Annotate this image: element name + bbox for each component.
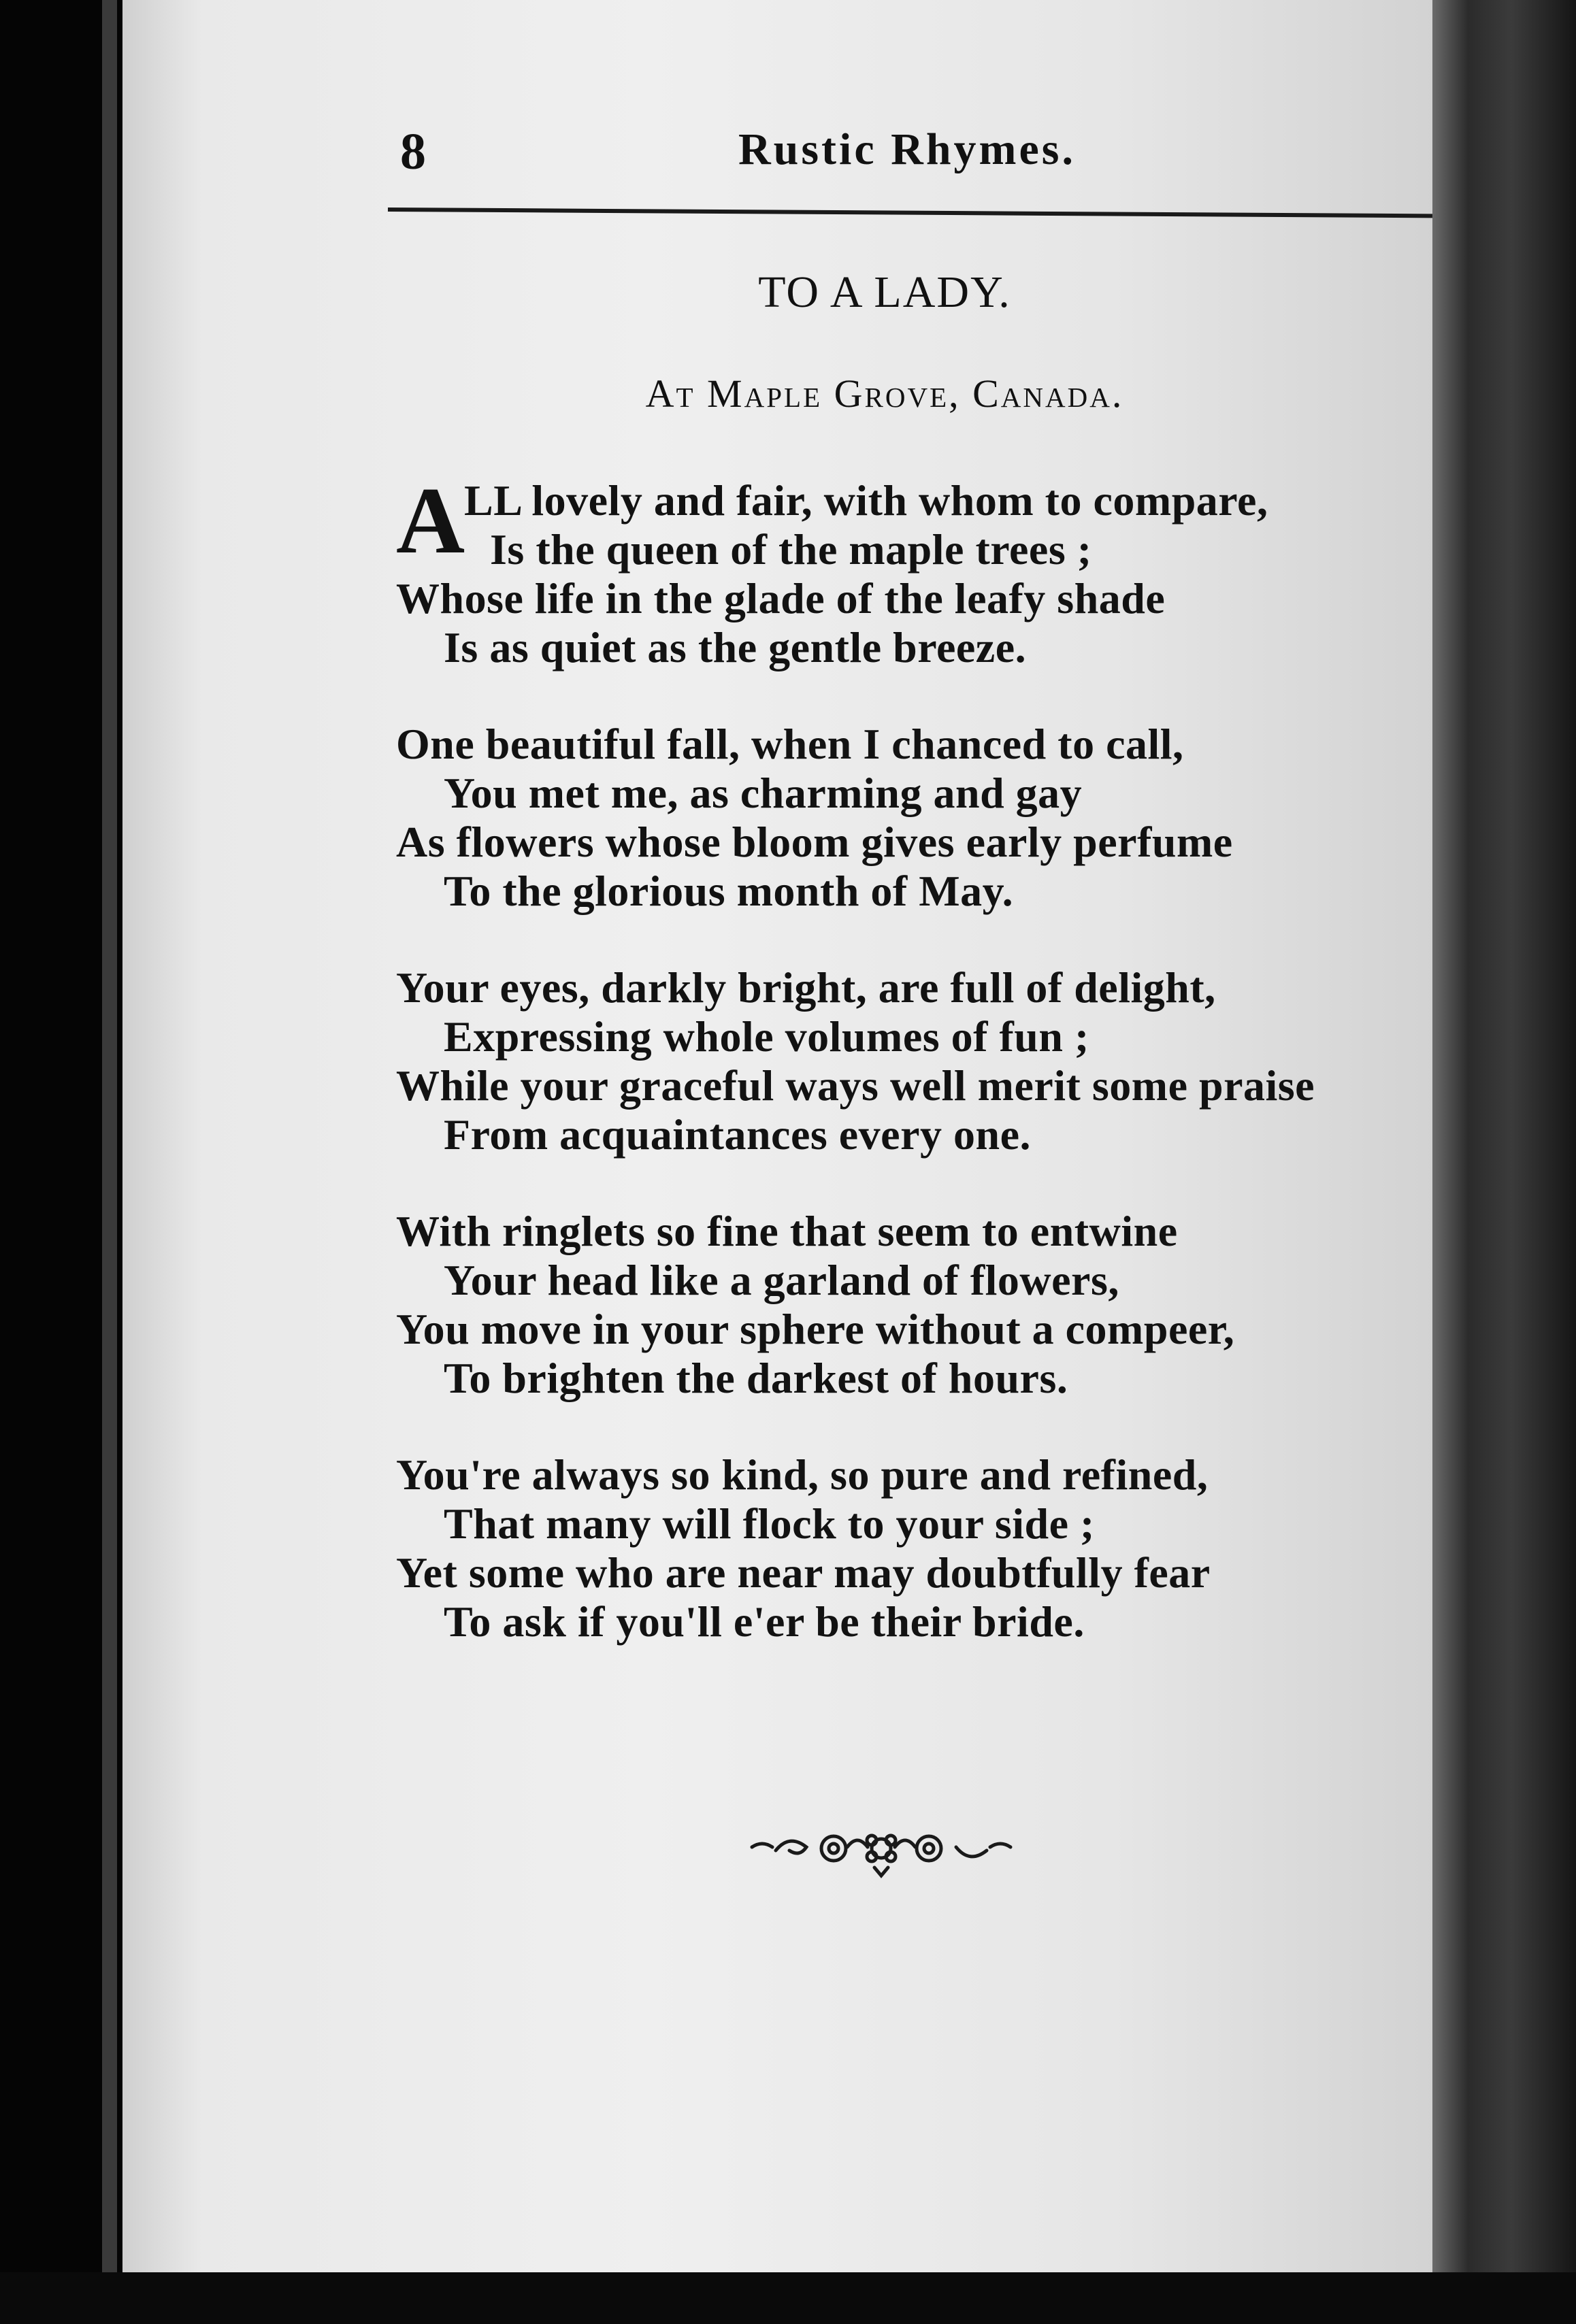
poem-line: You're always so kind, so pure and refined, (396, 1450, 1209, 1499)
poem-line: With ringlets so fine that seem to entwine (396, 1207, 1178, 1255)
poem-line: From acquaintances every one. (444, 1110, 1031, 1159)
poem-line: Whose life in the glade of the leafy shade (396, 574, 1166, 622)
stanza-2 (396, 720, 1417, 916)
poem-line: One beautiful fall, when I chanced to call, (396, 720, 1184, 768)
scan-bottom-margin (0, 2272, 1576, 2324)
page-number: 8 (400, 123, 426, 180)
poem-line: While your graceful ways well merit some praise (396, 1061, 1315, 1110)
poem-line: Yet some who are near may doubtfully fear (396, 1548, 1211, 1597)
poem-line: That many will flock to your side ; (444, 1499, 1095, 1548)
running-head (0, 116, 1432, 197)
stanza-1 (396, 468, 1417, 672)
next-page-edge (1432, 0, 1576, 2324)
stanza-5 (396, 1450, 1417, 1646)
binding-edge (102, 0, 117, 2324)
poem-body (396, 468, 1417, 1694)
poem-line: You move in your sphere without a compeer, (396, 1305, 1235, 1353)
poem-line: Your eyes, darkly bright, are full of delight, (396, 963, 1216, 1012)
poem-line: Your head like a garland of flowers, (444, 1256, 1119, 1304)
poem-line: You met me, as charming and gay (444, 769, 1083, 817)
drop-cap: A (396, 468, 465, 574)
stanza-4 (396, 1207, 1417, 1403)
poem-line: Is as quiet as the gentle breeze. (444, 623, 1027, 671)
poem-line: As flowers whose bloom gives early perfume (396, 818, 1233, 866)
poem-line: To the glorious month of May. (444, 867, 1014, 915)
poem-line: To ask if you'll e'er be their bride. (444, 1597, 1085, 1646)
floral-scroll-ornament-icon (745, 1820, 1017, 1885)
poem-line: Is the queen of the maple trees ; (490, 525, 1092, 574)
poem-line: LL lovely and fair, with whom to compare, (464, 476, 1268, 525)
poem-line: Expressing whole volumes of fun ; (444, 1012, 1089, 1061)
stanza-3 (396, 963, 1417, 1159)
poem-line: To brighten the darkest of hours. (444, 1354, 1068, 1402)
poem-title: TO A LADY. (758, 267, 1011, 317)
book-title: Rustic Rhymes. (738, 124, 1076, 174)
poem-dedication: At Maple Grove, Canada. (645, 371, 1124, 416)
